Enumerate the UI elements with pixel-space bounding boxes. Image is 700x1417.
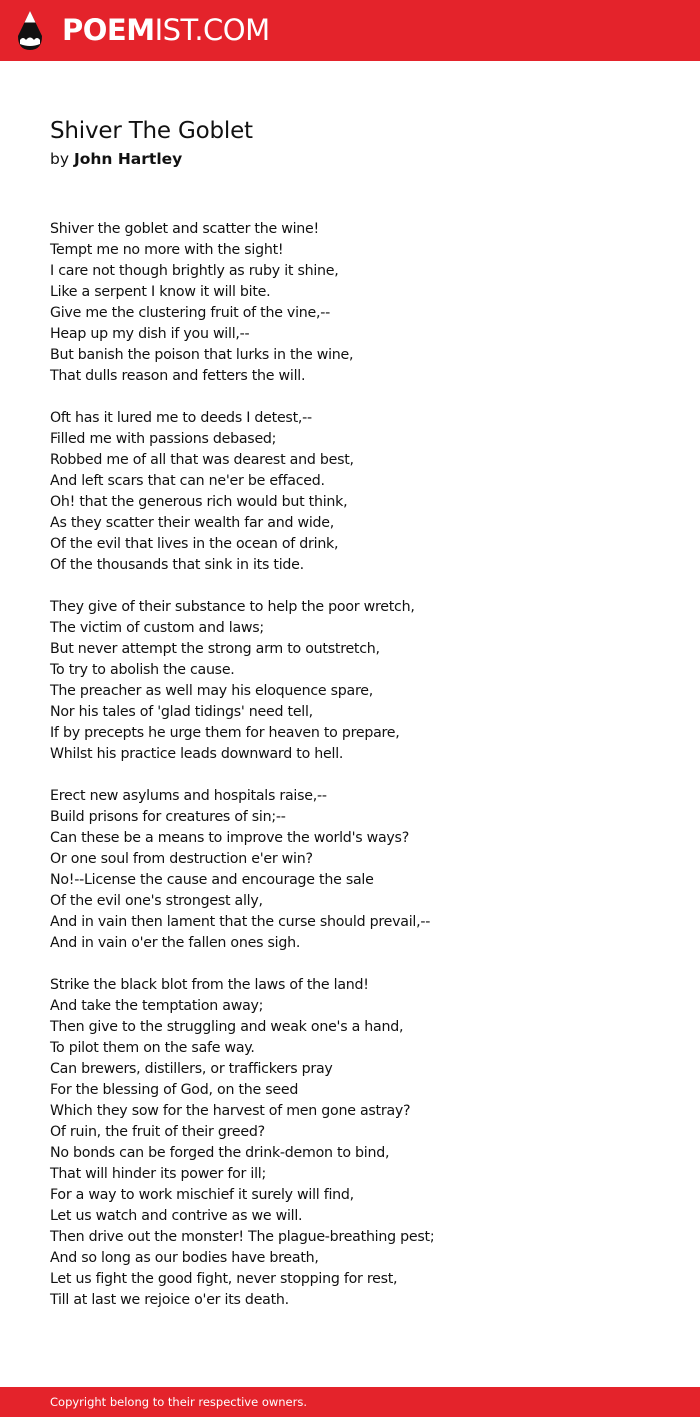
poem-line: For a way to work mischief it surely will find, <box>50 1187 354 1203</box>
logo-bold-text: POEM <box>62 13 155 47</box>
site-logo-text <box>62 13 270 47</box>
stanza <box>50 408 670 576</box>
poem-header <box>50 114 670 170</box>
poem-line: But never attempt the strong arm to outstretch, <box>50 641 380 657</box>
poem-line: Of the evil one's strongest ally, <box>50 893 263 909</box>
poem-line: If by precepts he urge them for heaven to prepare, <box>50 725 400 741</box>
poem-line: And left scars that can ne'er be effaced. <box>50 473 325 489</box>
poem-body <box>50 219 670 1332</box>
poem-line: But banish the poison that lurks in the wine, <box>50 347 354 363</box>
poem-line: And in vain then lament that the curse should prevail,-- <box>50 914 431 930</box>
poem-line: Of ruin, the fruit of their greed? <box>50 1124 265 1140</box>
poem-line: Which they sow for the harvest of men gone astray? <box>50 1103 411 1119</box>
site-header <box>0 0 700 61</box>
poem-line: As they scatter their wealth far and wide, <box>50 515 335 531</box>
poem-line: Give me the clustering fruit of the vine,-- <box>50 305 330 321</box>
poem-line: That dulls reason and fetters the will. <box>50 368 306 384</box>
poem-line: And so long as our bodies have breath, <box>50 1250 319 1266</box>
poem-line: The victim of custom and laws; <box>50 620 264 636</box>
pencil-tip-icon <box>16 10 44 52</box>
poem-line: Robbed me of all that was dearest and best, <box>50 452 354 468</box>
stanza <box>50 219 670 387</box>
poem-line: Oft has it lured me to deeds I detest,-- <box>50 410 312 426</box>
poem-line: Filled me with passions debased; <box>50 431 277 447</box>
poem-line: Erect new asylums and hospitals raise,-- <box>50 788 327 804</box>
poem-line: To pilot them on the safe way. <box>50 1040 255 1056</box>
poem-line: Till at last we rejoice o'er its death. <box>50 1292 289 1308</box>
site-logo-link[interactable] <box>16 8 270 53</box>
poem-line: Then drive out the monster! The plague-breathing pest; <box>50 1229 435 1245</box>
poem-line: I care not though brightly as ruby it shine, <box>50 263 339 279</box>
poem-line: Can these be a means to improve the world's ways? <box>50 830 409 846</box>
site-footer <box>0 1387 700 1417</box>
stanza <box>50 597 670 765</box>
poem-line: Let us watch and contrive as we will. <box>50 1208 303 1224</box>
poem-line: For the blessing of God, on the seed <box>50 1082 299 1098</box>
poem-line: To try to abolish the cause. <box>50 662 235 678</box>
poem-line: Heap up my dish if you will,-- <box>50 326 250 342</box>
poem-line: Build prisons for creatures of sin;-- <box>50 809 286 825</box>
poem-line: Shiver the goblet and scatter the wine! <box>50 221 319 237</box>
byline <box>50 148 670 170</box>
byline-prefix: by <box>50 150 70 168</box>
poem-line: And take the temptation away; <box>50 998 264 1014</box>
stanza <box>50 975 670 1311</box>
poem-line: Strike the black blot from the laws of the land! <box>50 977 369 993</box>
poem-line: No bonds can be forged the drink-demon to bind, <box>50 1145 390 1161</box>
poem-line: And in vain o'er the fallen ones sigh. <box>50 935 301 951</box>
poem-line: Oh! that the generous rich would but think, <box>50 494 348 510</box>
poem-line: Or one soul from destruction e'er win? <box>50 851 313 867</box>
poem-line: They give of their substance to help the poor wretch, <box>50 599 415 615</box>
poem-line: Can brewers, distillers, or traffickers pray <box>50 1061 333 1077</box>
poem-line: Of the thousands that sink in its tide. <box>50 557 304 573</box>
poem-line: Let us fight the good fight, never stopping for rest, <box>50 1271 398 1287</box>
poem-line: The preacher as well may his eloquence spare, <box>50 683 373 699</box>
poem-line: No!--License the cause and encourage the sale <box>50 872 374 888</box>
poem-line: Like a serpent I know it will bite. <box>50 284 271 300</box>
poem-line: That will hinder its power for ill; <box>50 1166 267 1182</box>
poem-line: Nor his tales of 'glad tidings' need tell, <box>50 704 313 720</box>
poem-title: Shiver The Goblet <box>50 118 253 144</box>
stanza <box>50 786 670 954</box>
poem-line: Whilst his practice leads downward to hell. <box>50 746 344 762</box>
copyright-text: Copyright belong to their respective owners. <box>50 1395 308 1409</box>
poem-line: Of the evil that lives in the ocean of drink, <box>50 536 339 552</box>
logo-light-text: IST.COM <box>154 13 270 47</box>
poem-line: Then give to the struggling and weak one's a hand, <box>50 1019 404 1035</box>
author-link[interactable]: John Hartley <box>73 150 183 168</box>
poem-line: Tempt me no more with the sight! <box>50 242 284 258</box>
